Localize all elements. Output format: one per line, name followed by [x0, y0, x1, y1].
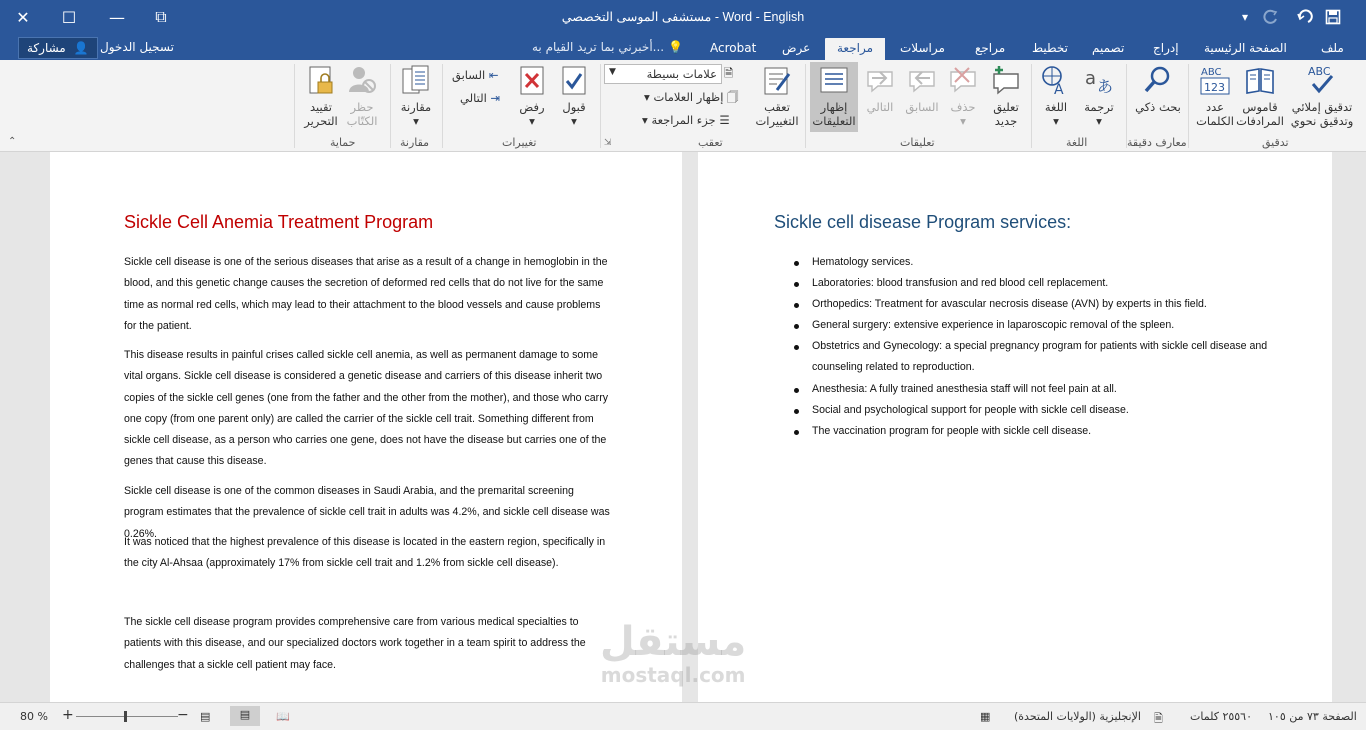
share-button[interactable]	[18, 37, 98, 59]
show-markup-label: إظهار العلامات	[653, 90, 724, 104]
language-status[interactable]: الإنجليزية (الولايات المتحدة)	[1014, 710, 1141, 723]
tab-view[interactable]: عرض	[782, 41, 811, 55]
new-comment-icon	[990, 64, 1022, 96]
svg-text:a: a	[1085, 68, 1097, 89]
dropdown-arrow-icon: ▾	[571, 114, 577, 128]
tab-layout[interactable]: تخطيط	[1032, 41, 1068, 55]
compare-button[interactable]	[396, 64, 436, 128]
tab-design[interactable]: تصميم	[1092, 41, 1125, 55]
paragraph: This disease results in painful crises called sickle cell anemia, as well as permanent damage to some vital organs. Sickle cell disease is considered a genetic disease and carriers of this disease inherit two copies of the sickle cell genes (one from the father and the other from the mother), and those who carry one copy (from one parent only) are called the carrier of the sickle cell trait. Something different from sickle cell disease, as a person who carries one gene, does not have the disease but carries one of the genes that cause this disease.	[124, 349, 609, 468]
markup-select-value: علامات بسيطة	[646, 67, 717, 81]
right-page-heading: Sickle cell disease Program services:	[774, 212, 1072, 232]
show-comments-label: إظهار التعليقات	[812, 100, 856, 128]
group-separator	[805, 64, 806, 148]
ribbon-tabs	[0, 36, 1366, 60]
show-comments-button[interactable]	[810, 62, 858, 132]
group-label-changes: تغييرات	[502, 136, 537, 149]
restrict-editing-button[interactable]	[300, 64, 342, 128]
minimize-icon[interactable]: —	[109, 7, 125, 27]
paragraph: It was noticed that the highest prevalence of this disease is located in the eastern region, specifically in the city Al-Ahsaa (approximately 17% from sickle cell trait and 1.2% from sickle cell disease).	[124, 536, 606, 570]
zoom-level[interactable]: 80 %	[20, 710, 48, 723]
tab-file[interactable]: ملف	[1321, 41, 1344, 55]
show-markup-button[interactable]	[644, 90, 739, 109]
delete-label: حذف	[950, 100, 976, 114]
delete-comment-icon	[947, 64, 979, 96]
accept-label: قبول	[562, 100, 586, 114]
spelling-check-icon	[1305, 64, 1339, 96]
group-label-language: اللغة	[1066, 136, 1088, 149]
bullet-icon	[794, 409, 799, 414]
block-authors-icon	[346, 64, 378, 96]
zoom-in-icon[interactable]: +	[62, 707, 74, 723]
svg-text:あ: あ	[1097, 77, 1114, 96]
read-mode-icon[interactable]: 📖	[276, 710, 290, 723]
list-item: The vaccination program for people with sickle cell disease.	[812, 425, 1092, 437]
paragraph: The sickle cell disease program provides comprehensive care from various medical specialties to patients with this disease, and our specialized doctors work together in a team spirit to address the challenges that a sickle cell patient may face.	[124, 616, 586, 671]
reviewing-pane-label: جزء المراجعة	[651, 113, 716, 127]
word-count-label: عدد الكلمات	[1196, 100, 1234, 128]
list-item: Laboratories: blood transfusion and red blood cell replacement.	[812, 277, 1109, 289]
dropdown-arrow-icon: ▾	[1053, 114, 1059, 128]
previous-change-button[interactable]	[452, 68, 499, 82]
word-count-button[interactable]	[1192, 64, 1238, 128]
bullet-icon	[794, 282, 799, 287]
reject-label: رفض	[519, 100, 545, 114]
web-layout-icon[interactable]: ▤	[200, 710, 211, 723]
dropdown-arrow-icon: ▾	[529, 114, 535, 128]
smart-lookup-label: بحث ذكي	[1135, 100, 1181, 114]
book-icon	[1244, 64, 1276, 96]
tab-insert[interactable]: إدراج	[1153, 41, 1179, 55]
translate-button[interactable]	[1078, 64, 1120, 128]
maximize-icon[interactable]: ☐	[61, 7, 77, 27]
compare-label: مقارنة	[400, 100, 432, 114]
previous-comment-icon	[906, 64, 938, 96]
group-separator	[1031, 64, 1032, 148]
track-changes-label: تعقب التغييرات	[755, 100, 799, 128]
title-bar	[0, 0, 1366, 36]
bullet-icon	[794, 303, 799, 308]
tab-references[interactable]: مراجع	[975, 41, 1006, 55]
delete-comment-button[interactable]	[944, 64, 982, 128]
group-separator	[294, 64, 295, 148]
show-comments-icon	[818, 64, 850, 96]
group-separator	[390, 64, 391, 148]
reviewing-pane-button[interactable]	[642, 113, 730, 127]
close-icon[interactable]: ✕	[16, 7, 30, 27]
paragraph: Sickle cell disease is one of the common diseases in Saudi Arabia, and the premarital screening program estimates that the prevalence of sickle cell trait in adults was 4.2%, and sickle cell disease was 0.26%.	[124, 485, 610, 540]
list-item: Hematology services.	[812, 256, 914, 268]
save-icon[interactable]	[1320, 6, 1346, 28]
compare-icon	[400, 64, 432, 96]
bullet-icon	[794, 324, 799, 329]
dropdown-arrow-icon: ▾	[644, 90, 650, 104]
previous-comment-button[interactable]	[902, 64, 942, 114]
svg-text:ABC: ABC	[1308, 65, 1331, 78]
thesaurus-button[interactable]	[1236, 64, 1284, 128]
ribbon-display-options-icon[interactable]: ⧉	[155, 7, 167, 26]
previous-change-icon: ⇤	[488, 68, 499, 82]
reviewing-pane-icon: ☰	[719, 113, 730, 127]
group-label-comments: تعليقات	[900, 136, 935, 149]
group-separator	[442, 64, 443, 148]
zoom-slider-thumb[interactable]	[124, 711, 127, 722]
translate-label: ترجمة	[1084, 100, 1114, 114]
translate-icon	[1083, 64, 1115, 96]
bullet-icon	[794, 430, 799, 435]
show-markup-icon: 🗍	[727, 90, 739, 104]
tab-home[interactable]: الصفحة الرئيسية	[1204, 41, 1287, 55]
page-number-status[interactable]: الصفحة ٧٣ من ١٠٥	[1268, 710, 1357, 723]
spelling-grammar-button[interactable]	[1286, 64, 1358, 128]
smart-lookup-button[interactable]	[1134, 64, 1182, 114]
status-bar	[0, 702, 1366, 730]
previous-change-label: السابق	[452, 68, 486, 82]
tab-review[interactable]: مراجعة	[825, 38, 885, 60]
dropdown-arrow-icon: ▾	[1096, 114, 1102, 128]
dialog-launcher-icon[interactable]: ⇲	[604, 138, 612, 148]
redo-icon[interactable]	[1258, 6, 1284, 28]
markup-display-select[interactable]	[604, 64, 722, 84]
reject-icon	[517, 64, 547, 96]
tab-mailings[interactable]: مراسلات	[900, 41, 945, 55]
reject-button[interactable]	[514, 64, 550, 128]
lightbulb-icon: 💡	[667, 40, 683, 54]
tab-acrobat[interactable]: Acrobat	[710, 41, 757, 55]
restrict-editing-label: تقييد التحرير	[304, 100, 338, 128]
previous-comment-label: السابق	[905, 100, 939, 114]
person-icon: 👤	[73, 41, 89, 55]
group-label-proofing: تدقيق	[1262, 136, 1289, 149]
word-count-status[interactable]: ٢٥٥٦٠ كلمات	[1190, 710, 1252, 723]
group-separator	[1188, 64, 1189, 148]
next-change-button[interactable]	[460, 91, 500, 105]
watermark-arabic: مستقل	[600, 619, 747, 665]
zoom-slider[interactable]	[76, 716, 178, 717]
bullet-icon	[794, 345, 799, 350]
watermark	[600, 620, 746, 686]
undo-icon[interactable]	[1292, 6, 1318, 28]
svg-text:ABC: ABC	[1201, 67, 1222, 78]
print-layout-icon[interactable]: ▤	[230, 706, 260, 726]
list-item: General surgery: extensive experience in laparoscopic removal of the spleen.	[812, 319, 1175, 331]
customize-qat-icon[interactable]: ▾	[1241, 10, 1249, 24]
zoom-out-icon[interactable]: −	[177, 707, 189, 723]
next-comment-button[interactable]	[860, 64, 900, 114]
paragraph: Sickle cell disease is one of the serious diseases that arise as a result of a change in hemoglobin in the blood, and this genetic change causes the secretion of deformed red cells that do not live for the same time as normal red cells, which may lead to their attachment to the blood vessels and cause problems for the patient.	[124, 256, 608, 332]
language-button[interactable]	[1036, 64, 1076, 128]
word-count-icon	[1199, 64, 1231, 96]
share-label: مشاركة	[27, 41, 66, 55]
next-comment-icon	[864, 64, 896, 96]
block-authors-button[interactable]	[340, 64, 384, 128]
collapse-ribbon-icon[interactable]: ⌃	[8, 136, 17, 147]
group-label-compare: مقارنة	[400, 136, 430, 149]
track-changes-icon	[761, 64, 793, 96]
lock-document-icon	[306, 64, 336, 96]
dropdown-arrow-icon: ▾	[413, 114, 419, 128]
document-page-right[interactable]	[698, 152, 1332, 702]
macro-recording-icon[interactable]: ▦	[980, 710, 991, 723]
track-changes-button[interactable]	[752, 64, 802, 128]
group-label-protect: حماية	[330, 136, 356, 149]
next-change-icon: ⇥	[490, 91, 501, 105]
left-page-heading: Sickle Cell Anemia Treatment Program	[124, 212, 434, 232]
next-change-label: التالي	[460, 91, 487, 105]
ribbon-review	[0, 60, 1366, 152]
language-globe-icon	[1040, 64, 1072, 96]
group-label-tracking: تعقب	[698, 136, 723, 149]
bullet-icon	[794, 261, 799, 266]
spelling-label: تدقيق إملائي وتدقيق نحوي	[1290, 100, 1354, 128]
thesaurus-label: قاموس المرادفات	[1236, 100, 1284, 128]
proofing-status-icon[interactable]: 🗎	[1154, 712, 1163, 725]
sign-in-link[interactable]: تسجيل الدخول	[100, 40, 174, 54]
next-comment-label: التالي	[866, 100, 894, 114]
chevron-down-icon: ▼	[609, 67, 616, 77]
dropdown-arrow-icon: ▾	[960, 114, 966, 128]
group-separator	[600, 64, 601, 148]
display-for-review-icon[interactable]: 🗎	[724, 66, 734, 80]
svg-text:123: 123	[1204, 81, 1225, 94]
list-item: Anesthesia: A fully trained anesthesia staff will not feel pain at all.	[812, 383, 1117, 395]
list-item: Obstetrics and Gynecology: a special pregnancy program for patients with sickle cell disease and counseling related to reproduction.	[812, 340, 1268, 374]
group-label-insights: معارف دقيقة	[1127, 136, 1187, 149]
document-page-left[interactable]	[50, 152, 682, 702]
new-comment-label: تعليق جديد	[993, 100, 1019, 128]
magnifier-icon	[1142, 64, 1174, 96]
tell-me-text: أخبرني بما تريد القيام به...	[532, 40, 665, 54]
svg-text:A: A	[1054, 82, 1064, 96]
dropdown-arrow-icon: ▾	[642, 113, 648, 127]
list-item: Orthopedics: Treatment for avascular necrosis disease (AVN) by experts in this field.	[812, 298, 1207, 310]
language-label: اللغة	[1044, 100, 1068, 114]
window-title: مستشفى الموسى التخصصي - Word - English	[561, 10, 805, 24]
list-item: Social and psychological support for people with sickle cell disease.	[812, 404, 1129, 416]
new-comment-button[interactable]	[984, 64, 1028, 128]
watermark-latin: mostaql.com	[600, 663, 746, 687]
group-separator	[1126, 64, 1127, 148]
accept-button[interactable]	[556, 64, 592, 128]
tell-me-search[interactable]	[532, 40, 683, 54]
bullet-icon	[794, 388, 799, 393]
accept-icon	[559, 64, 589, 96]
block-authors-label: حظر الكتّاب	[346, 100, 378, 128]
